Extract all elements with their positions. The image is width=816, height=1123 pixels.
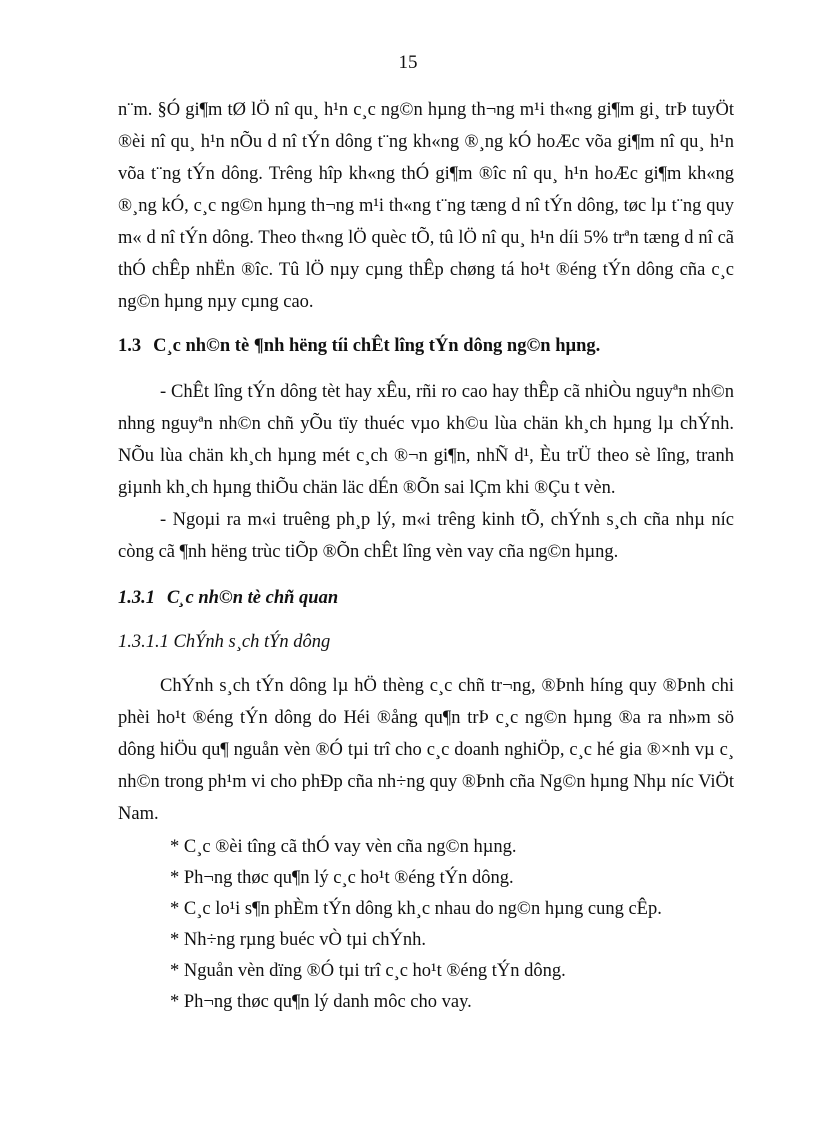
document-body: [118, 94, 734, 1018]
section-number: 1.3: [118, 336, 142, 356]
list-item: * C¸c ®èi tîng cã thÓ vay vèn cña ng©n hµng.: [170, 837, 517, 857]
section-title: C¸c nh©n tè chñ quan: [167, 588, 339, 608]
section-number: 1.3.1: [118, 588, 155, 608]
paragraph-1-3-a: - ChÊt lîng tÝn dông tèt hay xÊu, rñi ro cao hay thÊp cã nhiÒu nguyªn nh©n nhng nguyªn nh©n chñ yÕu tïy thuéc vµo kh©u lùa chän kh¸ch hµng lµ chÝnh. NÕu lùa chän kh¸ch hµng mét c¸ch ®¬n gi¶n, nhÑ d¹, Èu trÜ theo sè lîng, tranh giµnh kh¸ch hµng thiÕu chän läc dÉn ®Õn sai lÇm khi ®Çu t vèn.: [118, 382, 734, 498]
list-item: * Nh÷ng rµng buéc vÒ tµi chÝnh.: [170, 930, 427, 950]
list-item: * Ph¬ng thøc qu¶n lý danh môc cho vay.: [170, 992, 472, 1012]
section-heading-1-3-1-1: 1.3.1.1 ChÝnh s¸ch tÝn dông: [118, 632, 331, 652]
section-title: C¸c nh©n tè ¶nh hëng tíi chÊt lîng tÝn dông ng©n hµng.: [153, 336, 601, 356]
list-item: * Nguån vèn dïng ®Ó tµi trî c¸c ho¹t ®éng tÝn dông.: [170, 961, 566, 981]
paragraph-1-3-1-1: ChÝnh s¸ch tÝn dông lµ hÖ thèng c¸c chñ tr¬ng, ®Þnh híng quy ®Þnh chi phèi ho¹t ®éng tÝn dông do Héi ®ång qu¶n trÞ c¸c ng©n hµng ®a ra nh»m sö dông hiÖu qu¶ nguån vèn ®Ó tµi trî cho c¸c doanh nghiÖp, c¸c hé gia ®×nh vµ c¸ nh©n trong ph¹m vi cho phÐp cña nh÷ng quy ®Þnh cña Ng©n hµng Nhµ níc ViÖt Nam.: [118, 676, 734, 824]
paragraph-intro: n¨m. §Ó gi¶m tØ lÖ nî qu¸ h¹n c¸c ng©n hµng th¬ng m¹i th«ng gi¶m gi¸ trÞ tuyÖt ®èi nî qu¸ h¹n nÕu d nî tÝn dông t¨ng kh«ng ®¸ng kÓ hoÆc võa gi¶m nî qu¸ h¹n võa t¨ng tÝn dông. Trêng hîp kh«ng thÓ gi¶m ®îc nî qu¸ h¹n hoÆc gi¶m kh«ng ®¸ng kÓ, c¸c ng©n hµng th¬ng m¹i th«ng t¨ng tæng d nî tÝn dông, tøc lµ t¨ng quy m« d nî tÝn dông. Theo th«ng lÖ quèc tÕ, tû lÖ nî qu¸ h¹n díi 5% trªn tæng d nî cã thÓ chÊp nhËn ®îc. Tû lÖ nµy cµng thÊp chøng tá ho¹t ®éng tÝn dông cña c¸c ng©n hµng nµy cµng cao.: [118, 100, 734, 312]
section-heading-1-3: [118, 330, 734, 362]
list-item: * C¸c lo¹i s¶n phÈm tÝn dông kh¸c nhau do ng©n hµng cung cÊp.: [170, 899, 662, 919]
list-item: * Ph¬ng thøc qu¶n lý c¸c ho¹t ®éng tÝn dông.: [170, 868, 514, 888]
policy-items-list: [118, 832, 734, 1018]
paragraph-1-3-b: - Ngoµi ra m«i truêng ph¸p lý, m«i trêng kinh tÕ, chÝnh s¸ch cña nhµ níc còng cã ¶nh hëng trùc tiÕp ®Õn chÊt lîng vèn vay cña ng©n hµng.: [118, 510, 734, 562]
page-number: 15: [398, 52, 418, 73]
section-heading-1-3-1: [118, 582, 734, 614]
